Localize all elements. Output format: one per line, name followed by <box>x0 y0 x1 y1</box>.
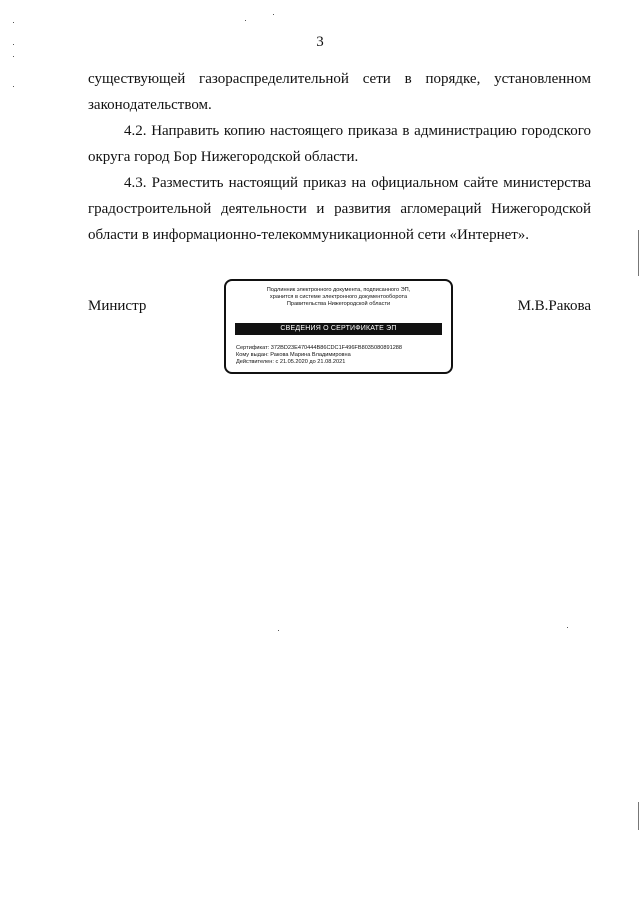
stamp-header-line: Правительства Нижегородской области <box>286 301 391 307</box>
paragraph-continuation: существующей газораспределительной сети в порядке, установленном законодательством. <box>88 71 591 113</box>
electronic-signature-stamp <box>224 279 453 374</box>
scan-edge-mark <box>638 230 639 276</box>
stamp-certificate-number: Сертификат: 372BD23E470444B86CDC1F496FB8035080891288 <box>236 345 403 351</box>
signer-title: Министр <box>88 298 147 314</box>
paragraph-4-2: 4.2. Направить копию настоящего приказа в администрацию городского округа город Бор Нижегородской области. <box>88 123 591 165</box>
scan-edge-mark <box>638 802 639 830</box>
scan-speck <box>278 630 279 631</box>
paragraph-4-3: 4.3. Разместить настоящий приказ на официальном сайте министерства градостроительной деятельности и развития агломераций Нижегородской области в информационно-телекоммуникационной сети «Интернет». <box>88 175 591 243</box>
scan-speck <box>245 20 246 21</box>
stamp-issued-to: Кому выдан: Ракова Марина Владимировна <box>236 352 351 358</box>
scan-speck <box>13 22 14 23</box>
stamp-header-line: Подлинник электронного документа, подписанного ЭП, <box>266 287 411 293</box>
scan-speck <box>567 627 568 628</box>
stamp-header-line: хранится в системе электронного документооборота <box>269 294 408 300</box>
scan-speck <box>13 86 14 87</box>
signer-name: М.В.Ракова <box>517 298 591 314</box>
scan-speck <box>13 56 14 57</box>
stamp-certificate-bar: СВЕДЕНИЯ О СЕРТИФИКАТЕ ЭП <box>235 323 442 335</box>
scan-speck <box>273 14 274 15</box>
stamp-validity: Действителен: с 21.05.2020 до 21.08.2021 <box>236 359 346 365</box>
stamp-details <box>236 345 443 366</box>
stamp-header <box>232 287 445 308</box>
page-number: 3 <box>316 34 324 50</box>
